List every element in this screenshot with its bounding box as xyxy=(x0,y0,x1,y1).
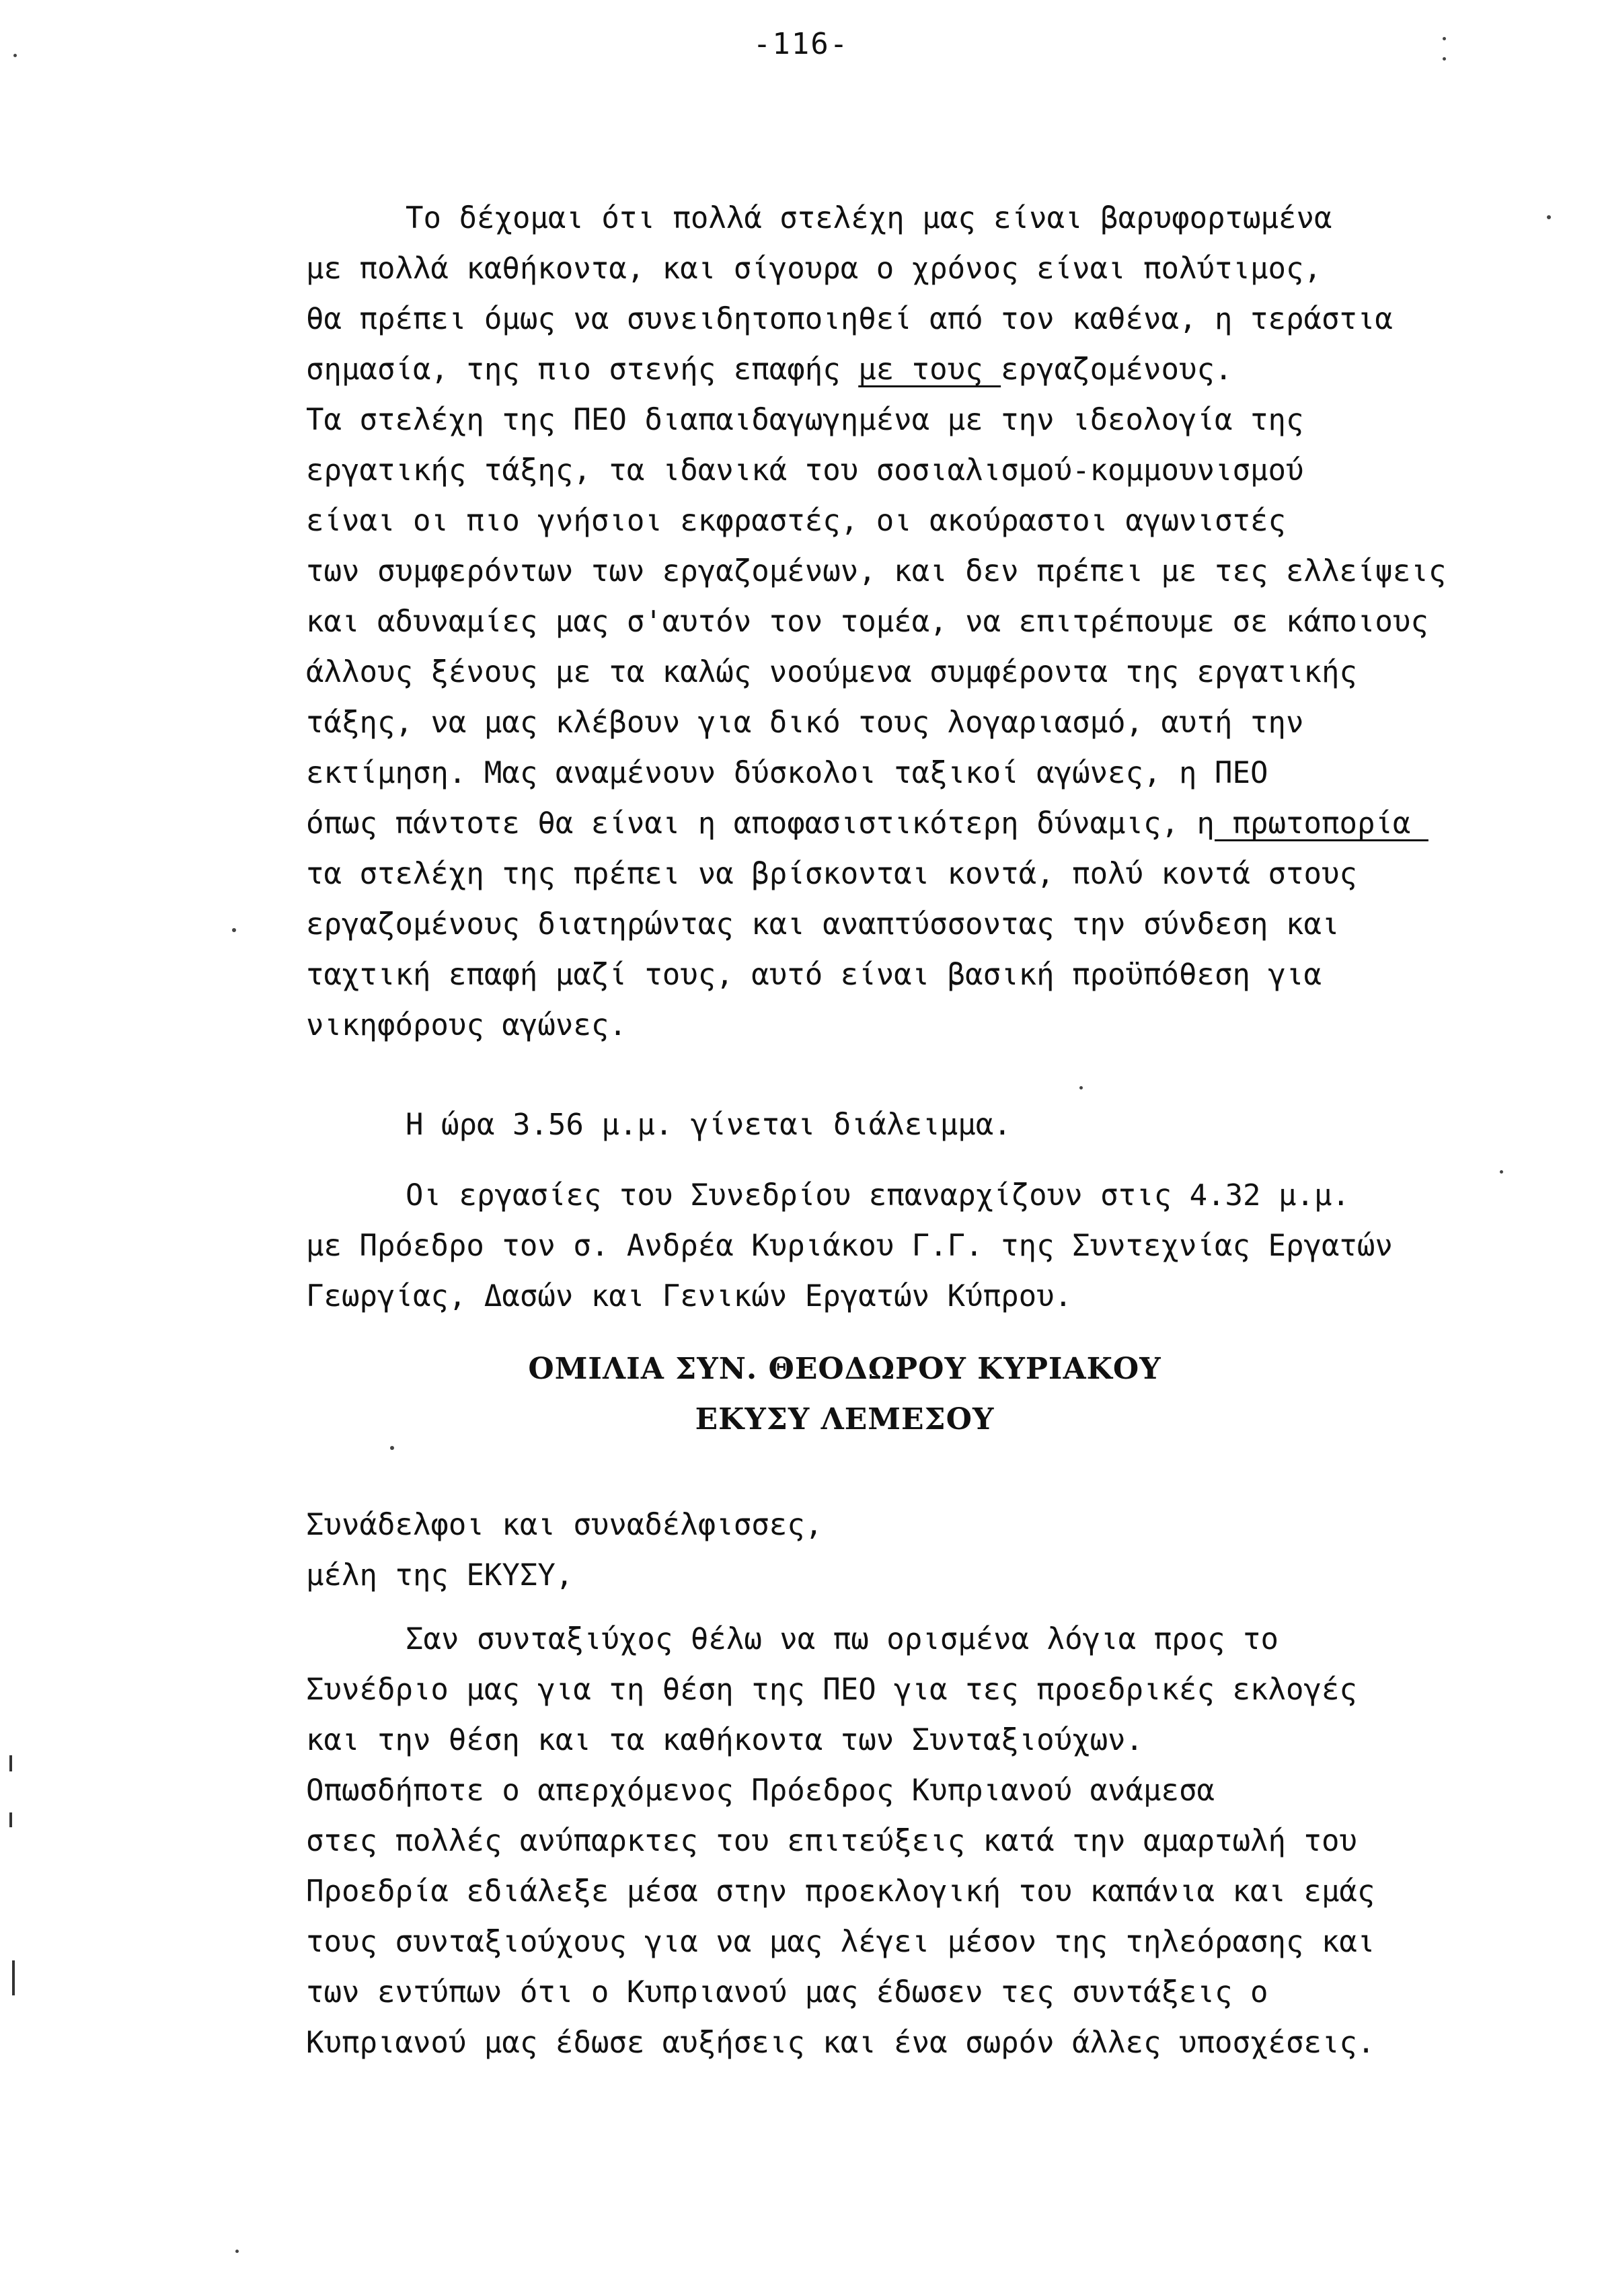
text-line: Συνάδελφοι και συναδέλφισσες, xyxy=(306,1508,823,1542)
text-line: με Πρόεδρο τον σ. Ανδρέα Κυριάκου Γ.Γ. της Συντεχνίας Εργατών xyxy=(306,1229,1393,1263)
speech-heading-title: ΟΜΙΛΙΑ ΣΥΝ. ΘΕΟΔΩΡΟΥ ΚΥΡΙΑΚΟΥ xyxy=(528,1352,1161,1386)
page-number: -116- xyxy=(753,27,849,61)
break-note xyxy=(306,1100,1584,1150)
text-line: Κυπριανού μας έδωσε αυξήσεις και ένα σωρόν άλλες υποσχέσεις. xyxy=(306,2026,1375,2060)
text-line: είναι οι πιο γνήσιοι εκφραστές, οι ακούραστοι αγωνιστές xyxy=(306,504,1286,538)
scan-speck xyxy=(13,54,17,57)
underlined-phrase: πρωτοπορία xyxy=(1215,806,1428,841)
text-line: θα πρέπει όμως να συνειδητοποιηθεί από τον καθένα, η τεράστια xyxy=(306,302,1393,336)
text-line: Η ώρα 3.56 μ.μ. γίνεται διάλειμμα. xyxy=(406,1108,1012,1142)
text-line: εκτίμηση. Μας αναμένουν δύσκολοι ταξικοί αγώνες, η ΠΕΟ xyxy=(306,756,1268,790)
paragraph-pensioners xyxy=(306,1614,1584,2068)
paragraph-resume xyxy=(306,1170,1584,1322)
underlined-phrase: με τους xyxy=(858,352,1001,387)
scan-speck xyxy=(1443,57,1446,61)
text-line: με πολλά καθήκοντα, και σίγουρα ο χρόνος είναι πολύτιμος, xyxy=(306,252,1322,286)
text-line: τους συνταξιούχους για να μας λέγει μέσον της τηλεόρασης και xyxy=(306,1925,1375,1959)
text-line: Σαν συνταξιύχος θέλω να πω ορισμένα λόγια προς το xyxy=(406,1622,1279,1656)
text-line: Οι εργασίες του Συνεδρίου επαναρχίζουν στις 4.32 μ.μ. xyxy=(406,1178,1350,1213)
text-line: Το δέχομαι ότι πολλά στελέχη μας είναι βαρυφορτωμένα xyxy=(406,201,1332,235)
text-line: τάξης, να μας κλέβουν για δικό τους λογαριασμό, αυτή την xyxy=(306,705,1304,740)
text-line: Οπωσδήποτε ο απερχόμενος Πρόεδρος Κυπριανού ανάμεσα xyxy=(306,1773,1215,1808)
paragraph-staff-contact xyxy=(306,193,1584,1050)
text-line: εργαζομένους διατηρώντας και αναπτύσσοντας την σύνδεση και xyxy=(306,907,1340,942)
scan-margin-mark xyxy=(12,1960,15,1995)
scan-speck xyxy=(1500,1170,1503,1174)
text-line: και την θέση και τα καθήκοντα των Συνταξιούχων. xyxy=(306,1723,1144,1757)
text-line: άλλους ξένους με τα καλώς νοούμενα συμφέροντα της εργατικής xyxy=(306,655,1357,689)
scan-margin-mark xyxy=(9,1755,12,1771)
text-line: Τα στελέχη της ΠΕΟ διαπαιδαγωγημένα με την ιδεολογία της xyxy=(306,403,1304,437)
scan-margin-mark xyxy=(9,1812,12,1827)
text-line: των συμφερόντων των εργαζομένων, και δεν πρέπει με τες ελλείψεις xyxy=(306,554,1447,588)
salutation xyxy=(306,1500,1584,1601)
text-line: και αδυναμίες μας σ'αυτόν τον τομέα, να επιτρέπουμε σε κάποιους xyxy=(306,605,1428,639)
text-line: τα στελέχη της πρέπει να βρίσκονται κοντά, πολύ κοντά στους xyxy=(306,857,1357,891)
scan-speck xyxy=(390,1446,394,1450)
text-line: Προεδρία εδιάλεξε μέσα στην προεκλογική του καπάνια και εμάς xyxy=(306,1874,1375,1909)
speech-heading-subtitle: ΕΚΥΣΥ ΛΕΜΕΣΟΥ xyxy=(695,1402,995,1437)
text-line: στες πολλές ανύπαρκτες του επιτεύξεις κατά την αμαρτωλή του xyxy=(306,1824,1357,1858)
scan-speck xyxy=(1079,1086,1083,1089)
scan-speck xyxy=(235,2250,239,2253)
scan-speck xyxy=(232,928,236,932)
scan-speck xyxy=(1443,37,1446,40)
scan-speck xyxy=(1547,215,1551,219)
text-line: ταχτική επαφή μαζί τους, αυτό είναι βασική προϋπόθεση για xyxy=(306,958,1322,992)
text-line: μέλη της ΕΚΥΣΥ, xyxy=(306,1558,574,1593)
text-line: όπως πάντοτε θα είναι η αποφασιστικότερη δύναμις, η πρωτοπορία xyxy=(306,806,1428,841)
text-line: νικηφόρους αγώνες. xyxy=(306,1008,627,1042)
text-line: των εντύπων ότι ο Κυπριανού μας έδωσεν τες συντάξεις ο xyxy=(306,1975,1268,2010)
text-line: Συνέδριο μας για τη θέση της ΠΕΟ για τες προεδρικές εκλογές xyxy=(306,1673,1357,1707)
text-line: σημασία, της πιο στενής επαφής με τους εργαζομένους. xyxy=(306,352,1233,387)
text-line: Γεωργίας, Δασών και Γενικών Εργατών Κύπρου. xyxy=(306,1279,1073,1313)
text-line: εργατικής τάξης, τα ιδανικά του σοσιαλισμού-κομμουνισμού xyxy=(306,453,1304,488)
